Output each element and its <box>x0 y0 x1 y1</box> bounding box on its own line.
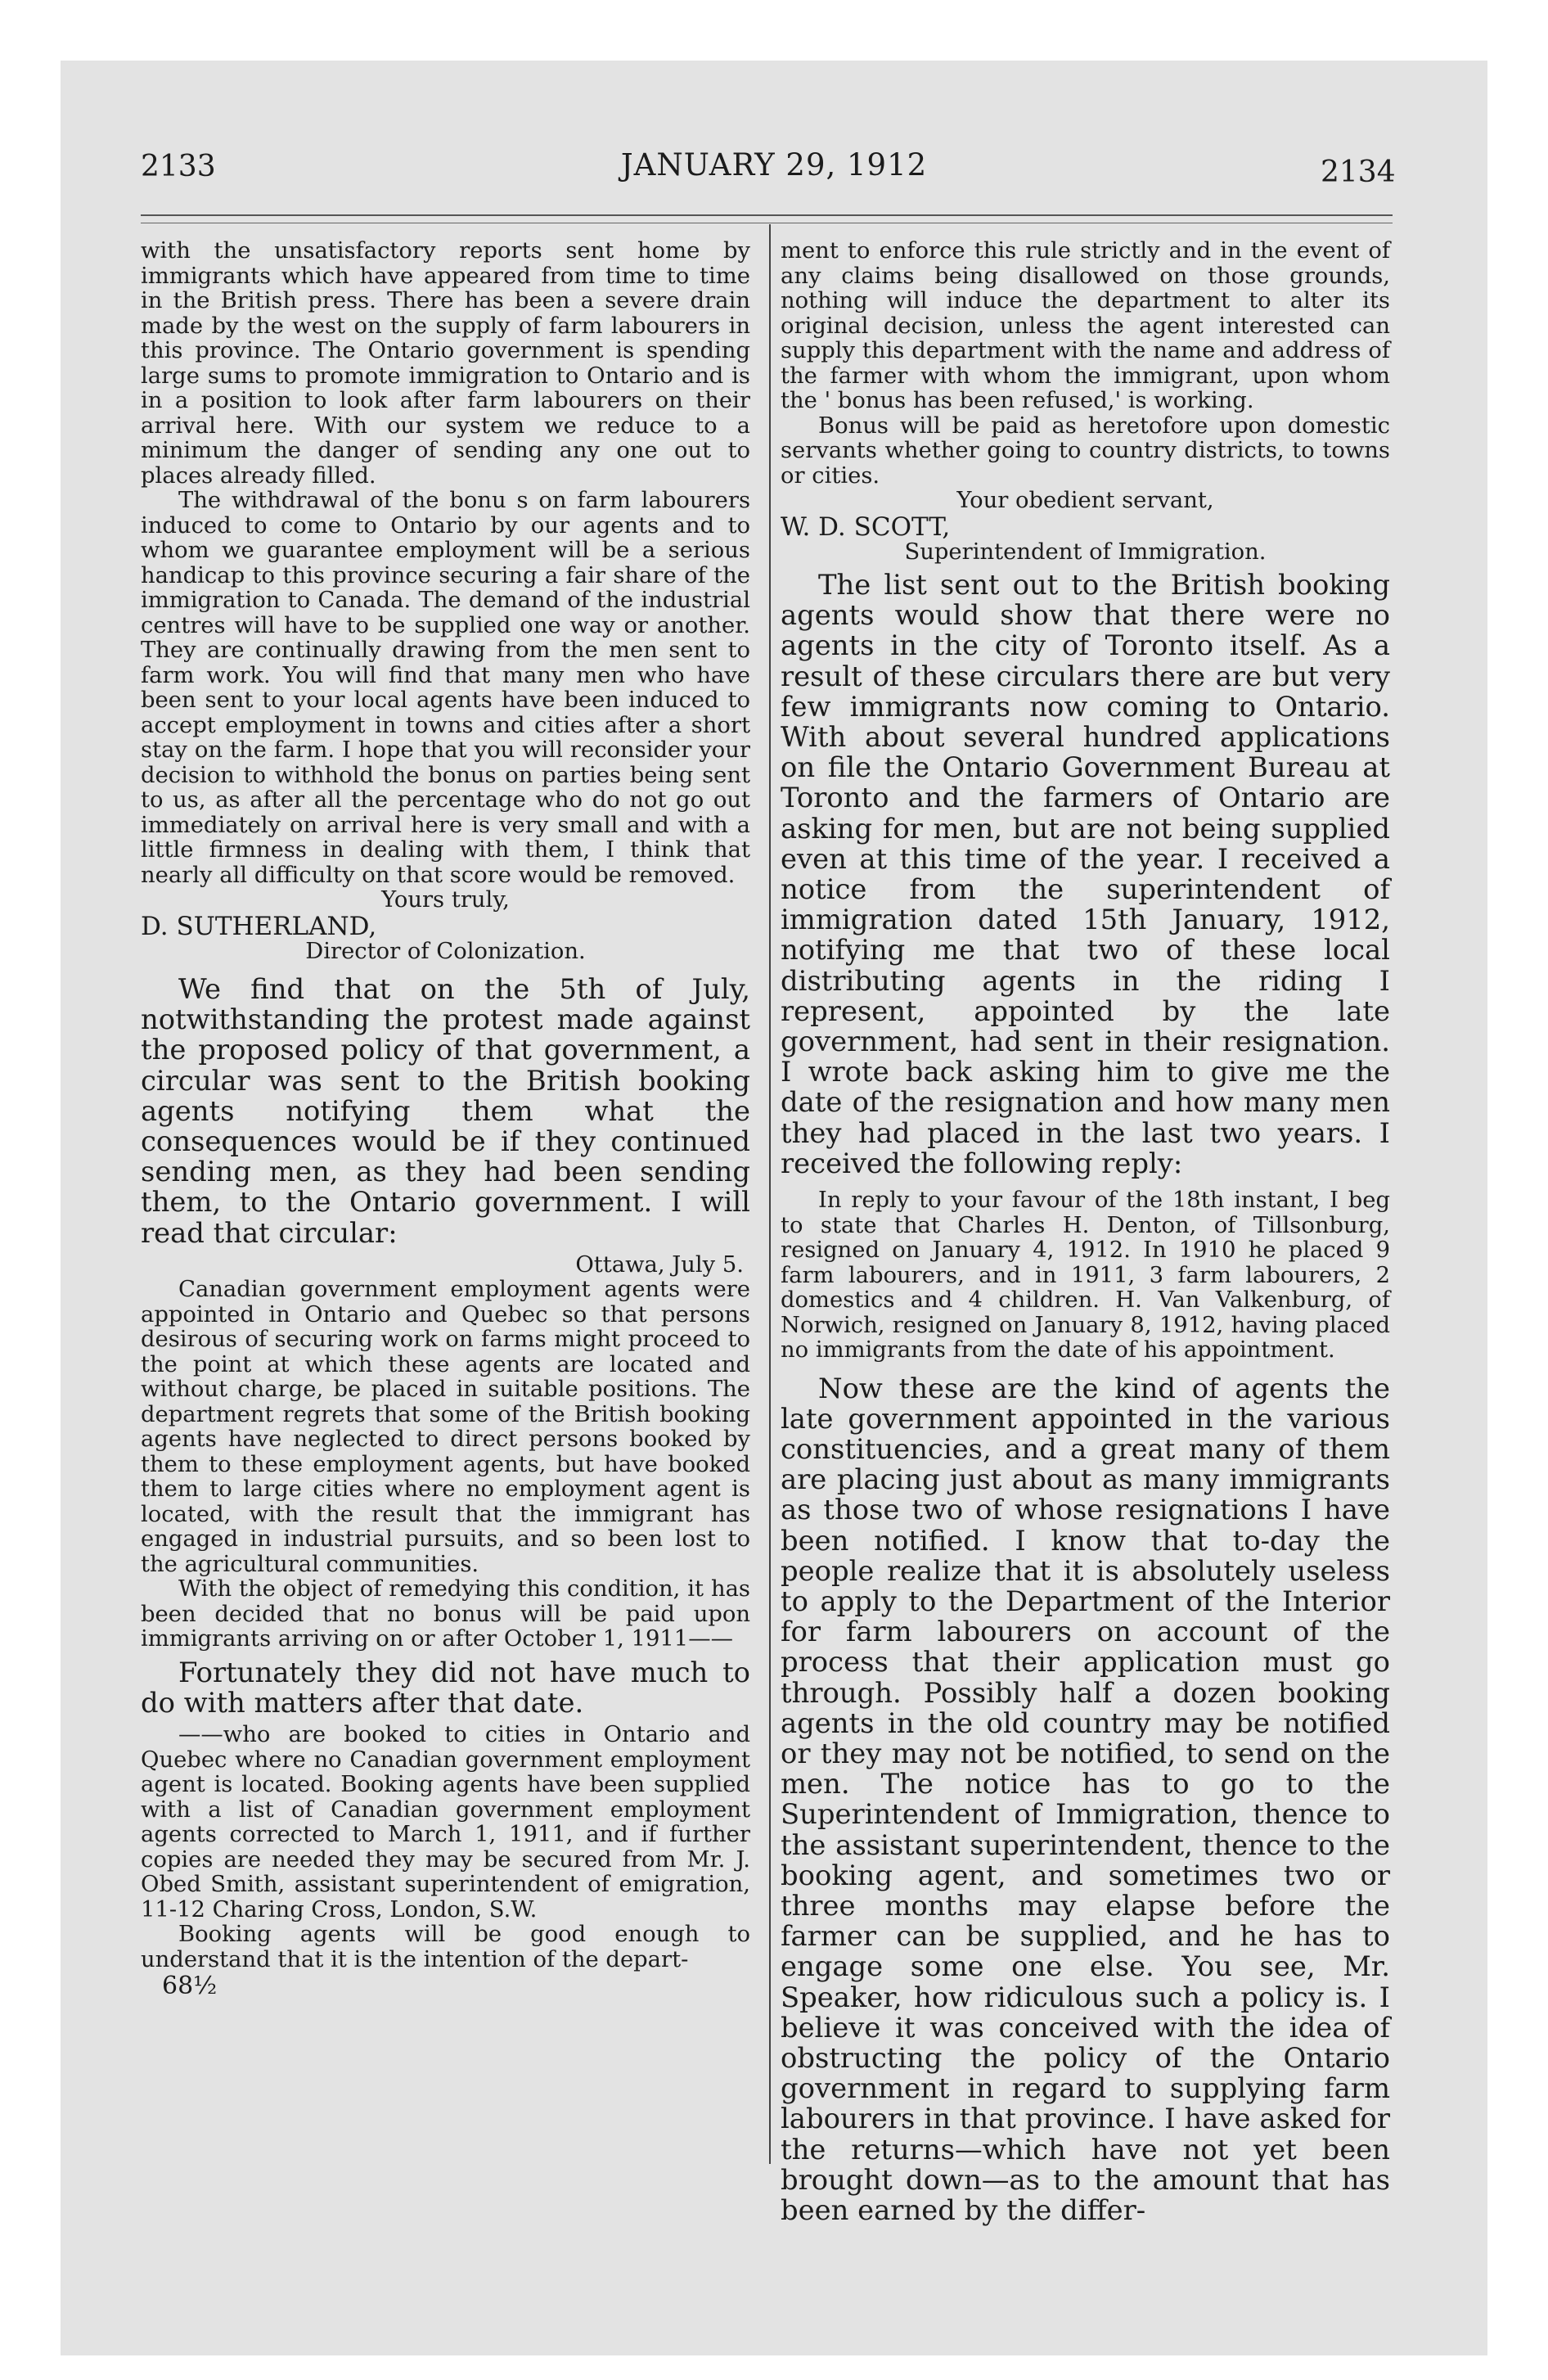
circular-signer-title: Superintendent of Immigration. <box>904 539 1267 565</box>
page-number-left: 2133 <box>141 150 216 183</box>
circular-paragraph: Booking agents will be good enough to understand that it is the intention of the depart- <box>141 1922 750 1972</box>
left-column <box>141 239 750 2000</box>
speech-paragraph: The list sent out to the British booking agents would show that there were no agents in the city of Toronto itself. As a result of these circulars there are but very few immigrants now coming to Ontario. With about several hundred applications on file the Ontario Government Bureau at Toronto and the farmers of Ontario are asking for men, but are not being supplied even at this time of the year. I received a notice from the superintendent of immigration dated 15th January, 1912, notifying me that two of these local distributing agents in the riding I represent, appointed by the late government, had sent in their resignation. I wrote back asking him to give me the date of the resignation and how many men they had placed in the last two years. I received the following reply: <box>781 569 1390 1179</box>
speech-paragraph: Now these are the kind of agents the late government appointed in the various constituencies, and a great many of them are placing just about as many immigrants as those two of whose resignations I have been notified. I know that to-day the people realize that it is absolutely useless to apply to the Department of the Interior for farm labourers on account of the process that their application must go through. Possibly half a dozen booking agents in the old country may be notified or they may not be notified, to send on the men. The notice has to go to the Superintendent of Immigration, thence to the assistant superintendent, thence to the booking agent, and sometimes two or three months may elapse before the farmer can be supplied, and he has to engage some one else. You see, Mr. Speaker, how ridiculous such a policy is. I believe it was conceived with the idea of obstructing the policy of the Ontario government in regard to supplying farm labourers in that province. I have asked for the returns—which have not yet been brought down—as to the amount that has been earned by the differ- <box>781 1372 1390 2227</box>
page-header <box>0 0 1548 213</box>
circular-paragraph: ment to enforce this rule strictly and in the event of any claims being disallowed on those grounds, nothing will induce the department to alter its original decision, unless the agent interested can supply this department with the name and address of the farmer with whom the immigrant, upon whom the ' bonus has been refused,' is working. <box>781 238 1390 413</box>
header-rule <box>141 214 1393 216</box>
letter-signer: D. SUTHERLAND, <box>141 911 377 941</box>
right-column <box>781 239 1390 2225</box>
circular-closing: Your obedient servant, <box>956 488 1214 513</box>
circular-paragraph: With the object of remedying this condition, it has been decided that no bonus will be paid upon immigrants arriving on or after October 1, 1911—— <box>141 1576 750 1652</box>
letter-paragraph: with the unsatisfactory reports sent home by immigrants which have appeared from time to time in the British press. There has been a severe drain made by the west on the supply of farm labourers in this province. The Ontario government is spending large sums to promote immigration to Ontario and is in a position to look after farm labourers on their arrival here. With our system we reduce to a minimum the danger of sending any one out to places already filled. <box>141 238 750 489</box>
circular-paragraph: Bonus will be paid as heretofore upon domestic servants whether going to country districts, to towns or cities. <box>781 412 1390 489</box>
speech-paragraph: We find that on the 5th of July, notwithstanding the protest made against the proposed policy of that government, a circular was sent to the British booking agents notifying them what the consequences would be if they continued sending men, as they had been sending them, to the Ontario government. I will read that circular: <box>141 973 750 1249</box>
page-number-right: 2134 <box>1321 156 1396 189</box>
letter-closing: Yours truly, <box>381 887 510 913</box>
page-date: JANUARY 29, 1912 <box>620 147 928 183</box>
circular-paragraph: ——who are booked to cities in Ontario and Quebec where no Canadian government employment agent is located. Booking agents have been supplied with a list of Canadian government employment agents corrected to March 1, 1911, and if further copies are needed they may be secured from Mr. J. Obed Smith, assistant superintendent of emigration, 11-12 Charing Cross, London, S.W. <box>141 1722 750 1922</box>
speech-paragraph: Fortunately they did not have much to do with matters after that date. <box>141 1656 750 1720</box>
circular-dateline: Ottawa, July 5. <box>575 1251 744 1278</box>
circular-signer: W. D. SCOTT, <box>781 512 951 542</box>
reply-paragraph: In reply to your favour of the 18th instant, I beg to state that Charles H. Denton, of Tillsonburg, resigned on January 4, 1912. In 1910 he placed 9 farm labourers, and in 1911, 3 farm labourers, 2 domestics and 4 children. H. Van Valkenburg, of Norwich, resigned on January 8, 1912, having placed no immigrants from the date of his appointment. <box>781 1188 1390 1364</box>
letter-signer-title: Director of Colonization. <box>305 938 586 964</box>
letter-paragraph: The withdrawal of the bonu s on farm labourers induced to come to Ontario by our agents and to whom we guarantee employment will be a serious handicap to this province securing a fair share of the immigration to Canada. The demand of the industrial centres will have to be supplied one way or another. They are continually drawing from the men sent to farm work. You will find that many men who have been sent to your local agents have been induced to accept employment in towns and cities after a short stay on the farm. I hope that you will reconsider your decision to withhold the bonus on parties being sent to us, as after all the percentage who do not go out immediately on arrival here is very small and with a little firmness in dealing with them, I think that nearly all difficulty on that score would be removed. <box>141 488 750 888</box>
circular-paragraph: Canadian government employment agents were appointed in Ontario and Quebec so that persons desirous of securing work on farms might proceed to the point at which these agents are located and without charge, be placed in suitable positions. The department regrets that some of the British booking agents have neglected to direct persons booked by them to these employment agents, but have booked them to large cities where no employment agent is located, with the result that the immigrant has engaged in industrial pursuits, and so been lost to the agricultural communities. <box>141 1277 750 1577</box>
signature-mark: 68½ <box>162 1972 218 2001</box>
column-divider <box>769 224 771 2164</box>
